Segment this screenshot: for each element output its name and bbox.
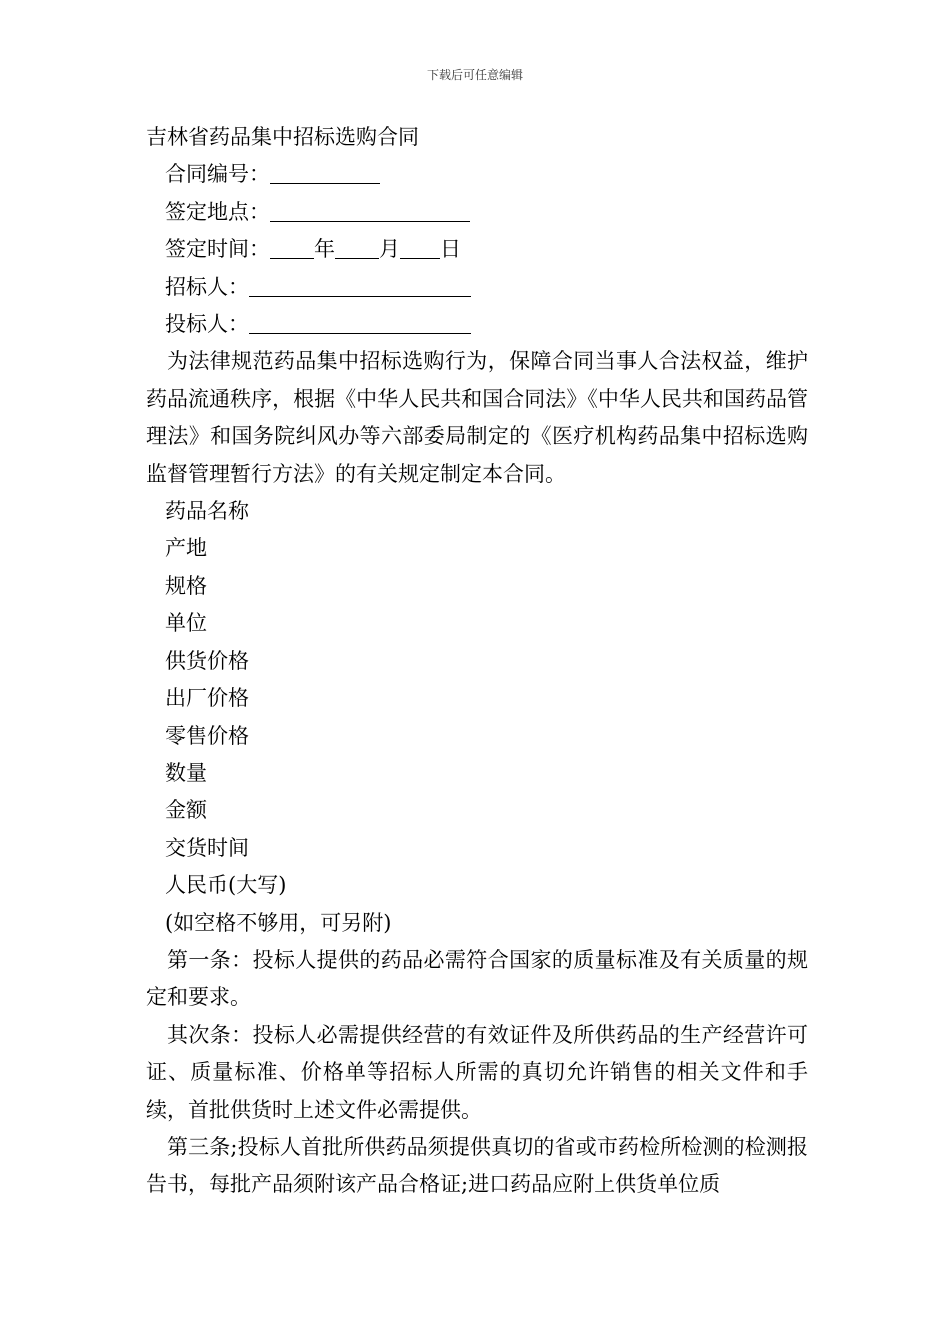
contract-number-label: 合同编号： (165, 162, 270, 187)
field-drug-name: 药品名称 (165, 499, 249, 524)
month-blank (335, 234, 379, 259)
sign-place-blank (270, 197, 470, 222)
field-specification: 规格 (165, 573, 207, 598)
article-3: 第三条;投标人首批所供药品须提供真切的省或市药检所检测的检测报告书，每批产品须附该产品合格证;进口药品应附上供货单位质 (146, 1134, 808, 1197)
sign-place-label: 签定地点： (165, 199, 270, 224)
field-amount: 金额 (165, 798, 207, 823)
article-1: 第一条：投标人提供的药品必需符合国家的质量标准及有关质量的规定和要求。 (146, 947, 808, 1010)
field-rmb-uppercase: 人民币(大写) (165, 873, 287, 898)
tenderer-blank (249, 272, 471, 297)
field-quantity: 数量 (165, 760, 207, 785)
month-label: 月 (379, 237, 400, 262)
field-factory-price: 出厂价格 (165, 686, 249, 711)
document-title: 吉林省药品集中招标选购合同 (146, 125, 419, 149)
day-blank (400, 234, 440, 259)
intro-paragraph: 为法律规范药品集中招标选购行为，保障合同当事人合法权益，维护药品流通秩序，根据《中华人民共和国合同法》《中华人民共和国药品管理法》和国务院纠风办等六部委局制定的《医疗机构药品集中招标选购监督管理暂行方法》的有关规定制定本合同。 (146, 349, 808, 486)
bidder-label: 投标人： (165, 312, 249, 337)
article-2: 其次条：投标人必需提供经营的有效证件及所供药品的生产经营许可证、质量标准、价格单等招标人所需的真切允许销售的相关文件和手续，首批供货时上述文件必需提供。 (146, 1022, 808, 1122)
document-body (146, 119, 808, 1204)
sign-time-label: 签定时间： (165, 237, 270, 262)
bidder-blank (249, 309, 471, 334)
header-note: 下载后可任意编辑 (426, 68, 523, 82)
contract-number-blank (270, 159, 380, 184)
field-retail-price: 零售价格 (165, 723, 249, 748)
field-unit: 单位 (165, 611, 207, 636)
sign-time-line (146, 231, 808, 268)
field-note-attach: (如空格不够用，可另附) (165, 910, 392, 935)
field-delivery-time: 交货时间 (165, 835, 249, 860)
field-origin: 产地 (165, 536, 207, 561)
tenderer-line (146, 269, 808, 306)
year-label: 年 (314, 237, 335, 262)
sign-place-line (146, 194, 808, 231)
bidder-line (146, 306, 808, 343)
field-supply-price: 供货价格 (165, 648, 249, 673)
year-blank (270, 234, 314, 259)
tenderer-label: 招标人： (165, 274, 249, 299)
contract-number-line (146, 156, 808, 193)
day-label: 日 (440, 237, 461, 262)
